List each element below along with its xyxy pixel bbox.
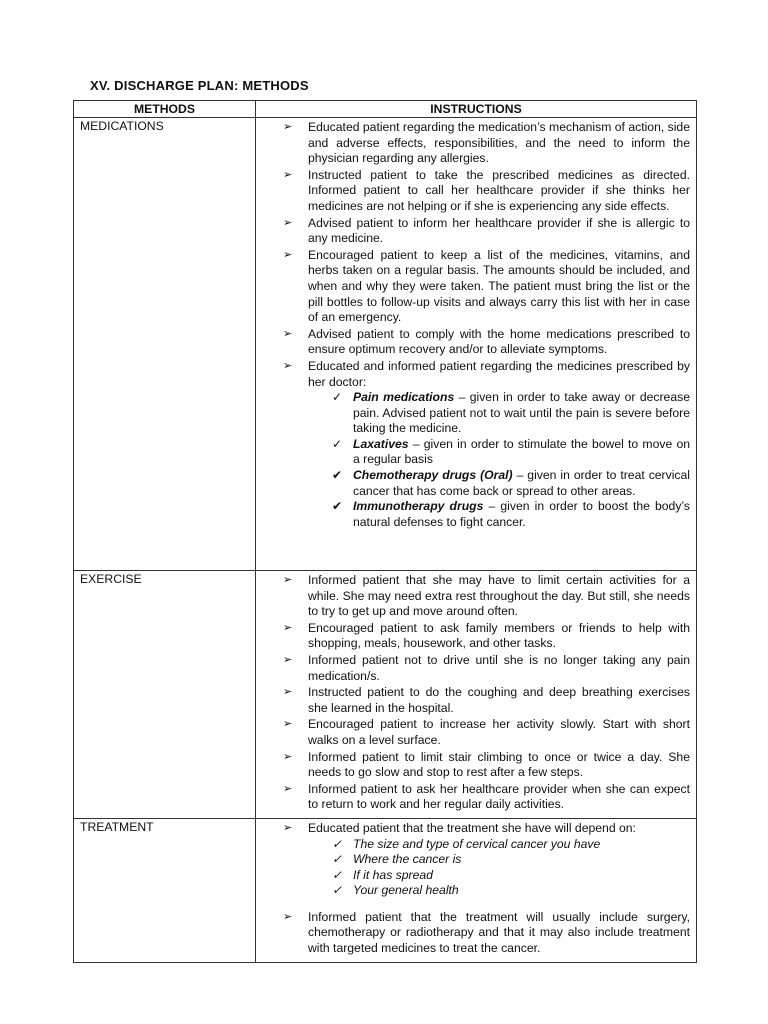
factor-item [308, 837, 690, 853]
factor-item [308, 883, 690, 899]
list-item [256, 621, 690, 652]
list-item-text: Encouraged patient to increase her activity slowly. Start with short walks on a level surface. [308, 717, 690, 747]
instructions-cell [256, 818, 697, 962]
drug-description: – given in order to stimulate the bowel to move on a regular basis [353, 436, 690, 467]
list-item [256, 782, 690, 813]
list-item-text: Educated patient regarding the medication’s mechanism of action, side and adverse effects, responsibilities, and the need to inform the physician regarding any allergies. [308, 120, 690, 166]
method-label-exercise: EXERCISE [80, 572, 142, 586]
drug-description: – given in order to boost the body’s natural defenses to fight cancer. [353, 499, 690, 529]
list-item-text: Instructed patient to take the prescribed medicines as directed. Informed patient to call her healthcare provider if she thinks her medicines are not helping or if she is experiencing any side effects. [308, 167, 690, 213]
drug-term: Laxatives [353, 436, 409, 451]
table-header-row [74, 101, 697, 118]
list-item [256, 216, 690, 247]
checkmark-icon: ✓ [332, 390, 343, 405]
checkmark-icon: ✓ [332, 836, 343, 851]
method-label-medications: MEDICATIONS [80, 119, 164, 133]
arrow-bullet-icon: ➢ [283, 686, 293, 699]
list-item-text: Informed patient to limit stair climbing to once or twice a day. She needs to go slow and stop to rest after a few steps. [308, 749, 690, 780]
arrow-bullet-icon: ➢ [283, 248, 293, 261]
method-cell [74, 571, 256, 819]
arrow-bullet-icon: ➢ [283, 750, 293, 763]
drug-description: – given in order to treat cervical cancer that has come back or spread to other areas. [353, 468, 690, 498]
drug-item [308, 499, 690, 530]
checkmark-icon: ✓ [332, 883, 343, 898]
list-item-text: Educated and informed patient regarding the medicines prescribed by her doctor: [308, 358, 690, 389]
list-item-text: Instructed patient to do the coughing and deep breathing exercises she learned in the hospital. [308, 685, 690, 715]
treatment-factors-list [308, 837, 690, 899]
drug-term: Chemotherapy drugs (Oral) [353, 468, 513, 483]
list-item-text: Encouraged patient to keep a list of the medicines, vitamins, and herbs taken on a regular basis. The amounts should be included, and when and why they were taken. The patient must bring the list or the pill bottles to follow-up visits and always carry this list with her in case of an emergency. [308, 247, 690, 325]
list-item [256, 821, 690, 909]
exercise-list [256, 571, 696, 818]
treatment-list [256, 819, 696, 962]
list-item [256, 750, 690, 781]
list-item [256, 248, 690, 326]
factor-text: Your general health [353, 883, 459, 898]
checkmark-icon: ✓ [332, 436, 343, 451]
arrow-bullet-icon: ➢ [283, 821, 293, 834]
list-item [256, 327, 690, 358]
checkmark-icon: ✓ [332, 852, 343, 867]
method-cell [74, 118, 256, 571]
list-item [256, 120, 690, 167]
drug-item [308, 437, 690, 468]
table-row [74, 818, 697, 962]
arrow-bullet-icon: ➢ [283, 718, 293, 731]
table-row [74, 118, 697, 571]
checkmark-icon: ✓ [332, 867, 343, 882]
medications-list [256, 118, 696, 535]
factor-item [308, 852, 690, 868]
factor-text: Where the cancer is [353, 852, 462, 867]
arrow-bullet-icon: ➢ [283, 574, 293, 586]
arrow-bullet-icon: ➢ [283, 621, 293, 634]
drug-list [308, 390, 690, 530]
arrow-bullet-icon: ➢ [283, 121, 293, 133]
drug-description: – given in order to take away or decrease pain. Advised patient not to wait until the pain is severe before taking the medicine. [353, 390, 690, 436]
instructions-cell [256, 118, 697, 571]
methods-header: METHODS [74, 101, 256, 118]
list-item [256, 653, 690, 684]
method-label-treatment: TREATMENT [80, 819, 154, 834]
list-item-text: Educated patient that the treatment she have will depend on: [308, 820, 636, 835]
list-item [256, 168, 690, 215]
list-item [256, 717, 690, 748]
list-item-text: Informed patient to ask her healthcare provider when she can expect to return to work and her regular daily activities. [308, 781, 690, 812]
list-item [256, 359, 690, 531]
factor-item [308, 868, 690, 884]
discharge-plan-table [73, 100, 697, 963]
list-item-text: Informed patient not to drive until she is no longer taking any pain medication/s. [308, 652, 690, 683]
instructions-cell [256, 571, 697, 819]
list-item [256, 573, 690, 620]
arrow-bullet-icon: ➢ [283, 168, 293, 181]
arrow-bullet-icon: ➢ [283, 782, 293, 795]
list-item-text: Informed patient that she may have to limit certain activities for a while. She may need extra rest throughout the day. But still, she needs to try to get up and move around often. [308, 573, 690, 619]
factor-text: The size and type of cervical cancer you have [353, 836, 601, 851]
list-item-text: Encouraged patient to ask family members or friends to help with shopping, meals, housework, and other tasks. [308, 620, 690, 651]
list-item-text: Informed patient that the treatment will usually include surgery, chemotherapy or radiotherapy and that it may also include treatment with targeted medicines to treat the cancer. [308, 909, 690, 956]
method-cell [74, 818, 256, 962]
checkmark-icon: ✔ [332, 499, 343, 514]
list-item [256, 685, 690, 716]
arrow-bullet-icon: ➢ [283, 216, 293, 229]
drug-term: Immunotherapy drugs [353, 499, 484, 514]
drug-term: Pain medications [353, 390, 455, 405]
arrow-bullet-icon: ➢ [283, 910, 293, 923]
list-item-text: Advised patient to comply with the home medications prescribed to ensure optimum recovery and/or to alleviate symptoms. [308, 326, 690, 357]
arrow-bullet-icon: ➢ [283, 359, 293, 372]
arrow-bullet-icon: ➢ [283, 653, 293, 666]
factor-text: If it has spread [353, 867, 433, 882]
arrow-bullet-icon: ➢ [283, 327, 293, 340]
list-item-text: Advised patient to inform her healthcare provider if she is allergic to any medicine. [308, 215, 690, 246]
checkmark-icon: ✔ [332, 468, 343, 483]
page-title: XV. DISCHARGE PLAN: METHODS [90, 78, 309, 93]
instructions-header: INSTRUCTIONS [256, 101, 697, 118]
table-row [74, 571, 697, 819]
list-item [256, 910, 690, 957]
drug-item [308, 468, 690, 499]
drug-item [308, 390, 690, 437]
